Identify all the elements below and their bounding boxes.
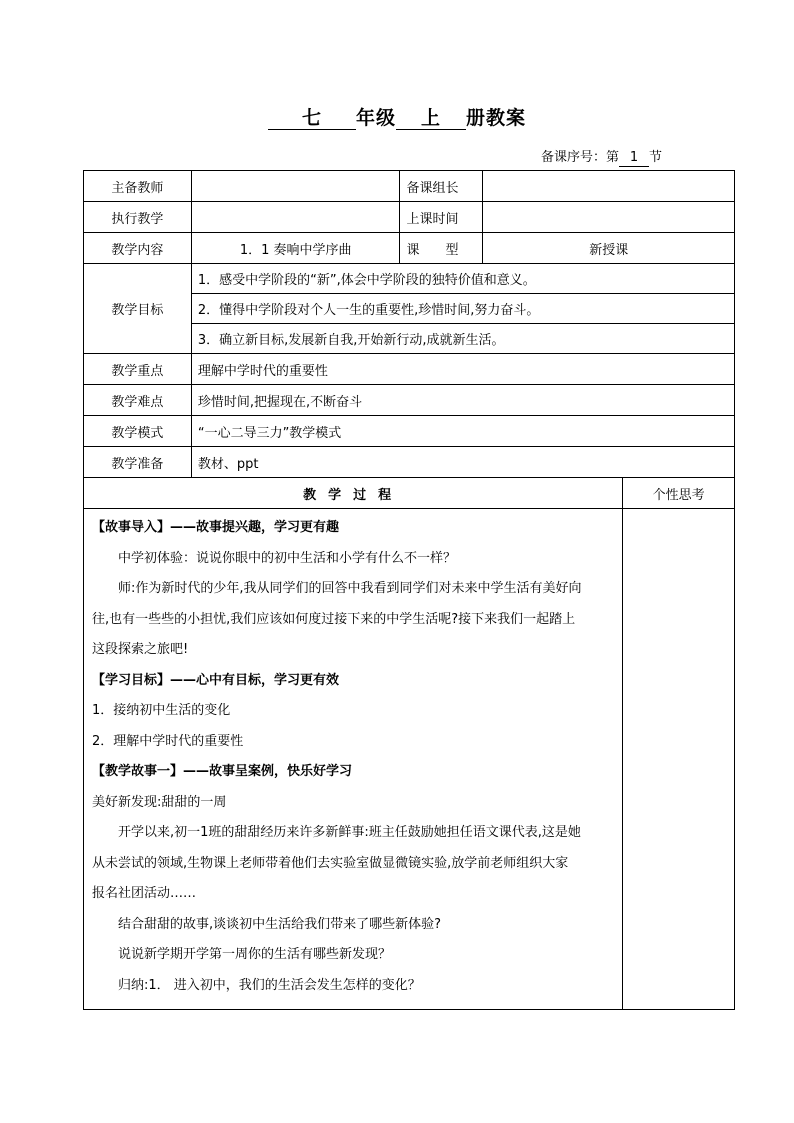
- prep-label: 教学准备: [84, 447, 192, 478]
- teacher-label: 主备教师: [84, 171, 192, 202]
- seq-prefix: 备课序号：第: [540, 150, 619, 165]
- difficulty-label: 教学难点: [84, 385, 192, 416]
- paragraph: 中学初体验：说说你眼中的初中生活和小学有什么不一样？: [118, 550, 457, 566]
- paragraph: 归纳:1． 进入初中，我们的生活会发生怎样的变化？: [118, 977, 421, 993]
- section-heading: 【教学故事一】——故事呈案例，快乐好学习: [92, 764, 353, 779]
- volume-suffix: 册教案: [466, 107, 527, 129]
- goal-item: 1．感受中学阶段的“新”,体会中学阶段的独特价值和意义。: [191, 264, 734, 294]
- paragraph: 开学以来,初一1班的甜甜经历来许多新鲜事:班主任鼓励她担任语文课代表,这是她: [118, 825, 581, 840]
- side-title: 个性思考: [623, 478, 735, 509]
- row-focus: [84, 354, 735, 385]
- process-body: [84, 509, 623, 1010]
- lesson-sequence: [541, 146, 662, 167]
- group-leader-label: 备课组长: [400, 171, 483, 202]
- exec-value: [191, 202, 400, 233]
- list-item: 2．理解中学时代的重要性: [92, 733, 244, 749]
- row-process-header: [84, 478, 735, 509]
- paragraph: 从未尝试的领域,生物课上老师带着他们去实验室做显微镜实验,放学前老师组织大家: [92, 855, 569, 871]
- volume-blank: 上: [396, 107, 466, 130]
- type-value: 新授课: [483, 233, 735, 264]
- paragraph: 美好新发现:甜甜的一周: [92, 794, 227, 810]
- side-notes: [623, 509, 735, 1010]
- lesson-plan-table: [83, 170, 735, 1010]
- list-item: 1．接纳初中生活的变化: [92, 703, 231, 718]
- class-time-value: [483, 202, 735, 233]
- row-goal-1: [84, 264, 735, 294]
- paragraph: 这段探索之旅吧!: [92, 642, 189, 657]
- content-value: 1．1 奏响中学序曲: [191, 233, 400, 264]
- paragraph: 报名社团活动……: [92, 886, 197, 901]
- goals-label: 教学目标: [84, 264, 192, 354]
- row-mode: [84, 416, 735, 447]
- row-content: [84, 233, 735, 264]
- paragraph: 往,也有一些些的小担忧,我们应该如何度过接下来的中学生活呢?接下来我们一起踏上: [92, 611, 576, 627]
- type-label: 课 型: [400, 233, 483, 264]
- focus-label: 教学重点: [84, 354, 192, 385]
- row-exec: [84, 202, 735, 233]
- row-teacher: [84, 171, 735, 202]
- row-difficulty: [84, 385, 735, 416]
- row-prep: [84, 447, 735, 478]
- paragraph: 结合甜甜的故事,谈谈初中生活给我们带来了哪些新体验?: [118, 916, 442, 932]
- class-time-label: 上课时间: [400, 202, 483, 233]
- grade-suffix: 年级: [355, 107, 396, 129]
- difficulty-value: 珍惜时间,把握现在,不断奋斗: [191, 385, 734, 416]
- goal-item: 3．确立新目标,发展新自我,开始新行动,成就新生活。: [191, 324, 734, 354]
- seq-suffix: 节: [648, 150, 662, 165]
- section-heading: 【学习目标】——心中有目标，学习更有效: [92, 672, 340, 688]
- seq-number: 1: [619, 150, 649, 167]
- mode-label: 教学模式: [84, 416, 192, 447]
- mode-value: “一心二导三力”教学模式: [191, 416, 734, 447]
- row-process-body: [84, 509, 735, 1010]
- group-leader-value: [483, 171, 735, 202]
- paragraph: 师:作为新时代的少年,我从同学们的回答中我看到同学们对未来中学生活有美好向: [118, 581, 582, 596]
- section-heading: 【故事导入】——故事提兴趣，学习更有趣: [92, 520, 340, 535]
- grade-blank: 七: [268, 107, 356, 130]
- prep-value: 教材、ppt: [191, 447, 734, 478]
- content-label: 教学内容: [84, 233, 192, 264]
- paragraph: 说说新学期开学第一周你的生活有哪些新发现？: [118, 947, 392, 962]
- focus-value: 理解中学时代的重要性: [191, 354, 734, 385]
- goal-item: 2．懂得中学阶段对个人一生的重要性,珍惜时间,努力奋斗。: [191, 294, 734, 324]
- page-title: [0, 103, 794, 130]
- exec-label: 执行教学: [84, 202, 192, 233]
- teacher-value: [191, 171, 400, 202]
- process-title: 教学过程: [84, 478, 623, 509]
